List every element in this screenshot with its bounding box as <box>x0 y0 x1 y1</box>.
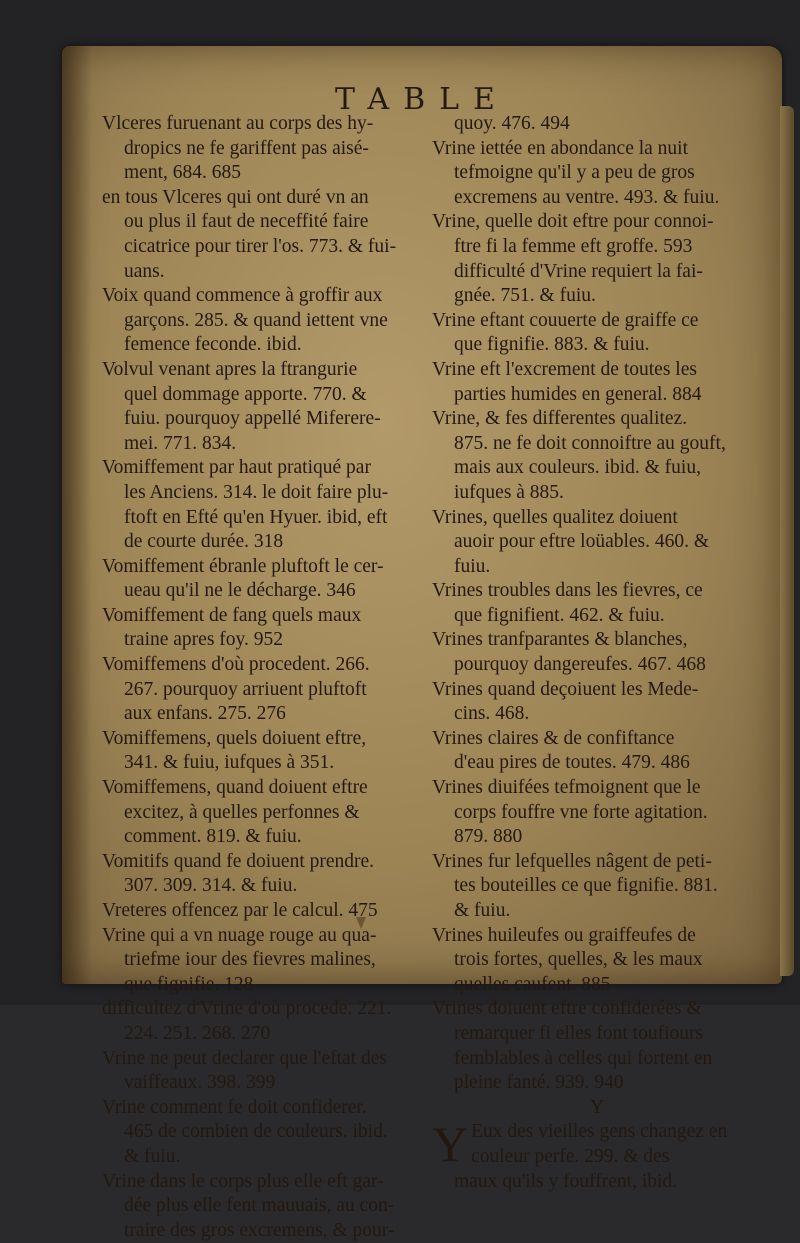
index-line: ftre fi la femme eft groffe. 593 <box>454 235 693 257</box>
index-line: & fuiu. <box>124 1145 181 1167</box>
index-line: tefmoigne qu'il y a peu de gros <box>454 162 695 184</box>
index-line: difficulté d'Vrine requiert la fai- <box>454 260 703 282</box>
index-line: triefme iour des fievres malines, <box>124 949 376 971</box>
index-line: Vomiffemens, quand doiuent eftre <box>102 777 368 799</box>
index-line: en tous Vlceres qui ont duré vn an <box>102 186 369 208</box>
index-line: Vrine ne peut declarer que l'eftat des <box>102 1047 387 1069</box>
index-line: quoy. 476. 494 <box>454 113 570 134</box>
index-line: Vomiffement de fang quels maux <box>102 604 362 626</box>
index-line: corps fouffre vne forte agitation. <box>454 801 708 823</box>
index-line: que fignifient. 462. & fuiu. <box>454 604 665 626</box>
index-line: remarquer fi elles font toufiours <box>454 1022 704 1044</box>
index-line: fuiu. <box>454 555 491 577</box>
section-letter: Y <box>589 1096 605 1118</box>
index-line: difficultez d'Vrine d'où procede. 221. <box>102 998 392 1020</box>
index-line: cicatrice pour tirer l'os. 773. & fui- <box>124 235 397 257</box>
index-line: cins. 468. <box>454 703 530 725</box>
index-line: Vrines huileufes ou graiffeufes de <box>432 924 696 946</box>
index-line: Vomitifs quand fe doiuent prendre. <box>102 850 375 872</box>
index-line: mais aux couleurs. ibid. & fuiu, <box>454 457 701 479</box>
y-entry <box>432 1116 762 1194</box>
index-line: couleur perfe. 299. & des <box>471 1145 670 1167</box>
index-line: ueau qu'il ne le décharge. 346 <box>124 580 356 602</box>
index-line: 875. ne fe doit connoiftre au gouft, <box>454 432 726 454</box>
index-line: Voix quand commence à groffir aux <box>102 285 383 307</box>
index-line: Vomiffemens, quels doiuent eftre, <box>102 727 367 749</box>
index-line: Eux des vieilles gens changez en <box>471 1121 728 1143</box>
page-mark <box>356 917 366 929</box>
index-line: Vrine eft l'excrement de toutes les <box>432 358 697 380</box>
index-line: excitez, à quelles perfonnes & <box>124 801 360 823</box>
index-line: Vrine, quelle doit eftre pour connoi- <box>432 211 714 233</box>
index-line: garçons. 285. & quand iettent vne <box>124 309 388 331</box>
index-line: ou plus il faut de neceffité faire <box>124 211 369 233</box>
index-line: Vrines quand deçoiuent les Mede- <box>432 678 699 700</box>
index-line: Vrine dans le corps plus elle eft gar- <box>102 1170 384 1192</box>
index-line: de courte durée. 318 <box>124 531 284 553</box>
index-line: Vomiffement ébranle pluftoft le cer- <box>102 555 384 577</box>
index-line: 465 de combien de couleurs. ibid. <box>124 1121 388 1143</box>
index-line: Vrines troubles dans les fievres, ce <box>432 580 703 602</box>
index-column-right <box>432 112 762 1194</box>
index-line: maux qu'ils y fouffrent, ibid. <box>454 1170 678 1192</box>
index-line: uans. <box>124 260 165 282</box>
index-line: 307. 309. 314. & fuiu. <box>124 875 298 897</box>
index-line: Vrine iettée en abondance la nuit <box>432 137 689 159</box>
index-line: Vreteres offencez par le calcul. 475 <box>102 900 378 921</box>
index-line: femblables à celles qui fortent en <box>454 1047 713 1069</box>
book-page <box>62 46 782 1241</box>
index-line: trois fortes, quelles, & les maux <box>454 949 703 971</box>
index-line: d'eau pires de toutes. 479. 486 <box>454 752 690 774</box>
index-line: parties humides en general. 884 <box>454 383 702 405</box>
index-line: gnée. 751. & fuiu. <box>454 285 596 307</box>
index-line: que fignifie. 128 <box>124 973 254 995</box>
index-line: tes bouteilles ce que fignifie. 881. <box>454 875 718 897</box>
index-line: que fignifie. 883. & fuiu. <box>454 334 650 356</box>
index-line: Vrine, & fes differentes qualitez. <box>432 408 688 430</box>
index-line: quel dommage apporte. 770. & <box>124 383 367 405</box>
index-line: Volvul venant apres la ftrangurie <box>102 358 358 380</box>
index-line: Vrines fur lefquelles nâgent de peti- <box>432 850 712 872</box>
index-line: Vrines tranfparantes & blanches, <box>432 629 688 651</box>
index-line: quelles caufent. 885 <box>454 973 611 995</box>
index-line: dée plus elle fent mauuais, au con- <box>124 1195 395 1217</box>
index-line: vaiffeaux. 398. 399 <box>124 1072 276 1094</box>
index-line: les Anciens. 314. le doit faire plu- <box>124 481 389 503</box>
index-line: pourquoy dangereufes. 467. 468 <box>454 654 706 676</box>
index-line: femence feconde. ibid. <box>124 334 302 356</box>
index-line: Vrines doiuent eftre confiderées & <box>432 998 702 1020</box>
index-line: Vomiffement par haut pratiqué par <box>102 457 371 479</box>
index-line: 879. 880 <box>454 826 523 848</box>
index-line: Vlceres furuenant au corps des hy- <box>102 113 374 134</box>
index-line: Vomiffemens d'où procedent. 266. <box>102 654 370 676</box>
index-line: 267. pourquoy arriuent pluftoft <box>124 678 367 700</box>
index-line: excremens au ventre. 493. & fuiu. <box>454 186 720 208</box>
index-line: Vrine eftant couuerte de graiffe ce <box>432 309 699 331</box>
running-head: TABLE <box>335 82 509 117</box>
index-line: pleine fanté. 939. 940 <box>454 1072 624 1094</box>
drop-cap: Y <box>432 1116 469 1173</box>
index-line: mei. 771. 834. <box>124 432 237 454</box>
index-line: Vrine qui a vn nuage rouge au qua- <box>102 924 377 946</box>
index-line: 341. & fuiu, iufques à 351. <box>124 752 335 774</box>
index-line: & fuiu. <box>454 900 511 921</box>
right-entries <box>432 112 762 1096</box>
index-line: traine apres foy. 952 <box>124 629 284 651</box>
index-line: Vrines diuifées tefmoignent que le <box>432 777 701 799</box>
index-line: traire des gros excremens, & pour- <box>124 1219 395 1241</box>
index-line: auoir pour eftre loüables. 460. & <box>454 531 710 553</box>
index-line: aux enfans. 275. 276 <box>124 703 286 725</box>
index-line: comment. 819. & fuiu. <box>124 826 302 848</box>
index-line: 224. 251. 268. 270 <box>124 1022 271 1044</box>
index-line: ment, 684. 685 <box>124 162 241 184</box>
page-edge <box>780 106 794 976</box>
index-line: Vrines claires & de confiftance <box>432 727 675 749</box>
index-column-left <box>102 112 432 1243</box>
index-line: fuiu. pourquoy appellé Miferere- <box>124 408 381 430</box>
index-line: Vrines, quelles qualitez doiuent <box>432 506 678 528</box>
index-line: iufques à 885. <box>454 481 564 503</box>
index-line: Vrine comment fe doit confiderer. <box>102 1096 367 1118</box>
index-line: dropics ne fe gariffent pas aisé- <box>124 137 369 159</box>
index-line: ftoft en Efté qu'en Hyuer. ibid, eft <box>124 506 388 528</box>
